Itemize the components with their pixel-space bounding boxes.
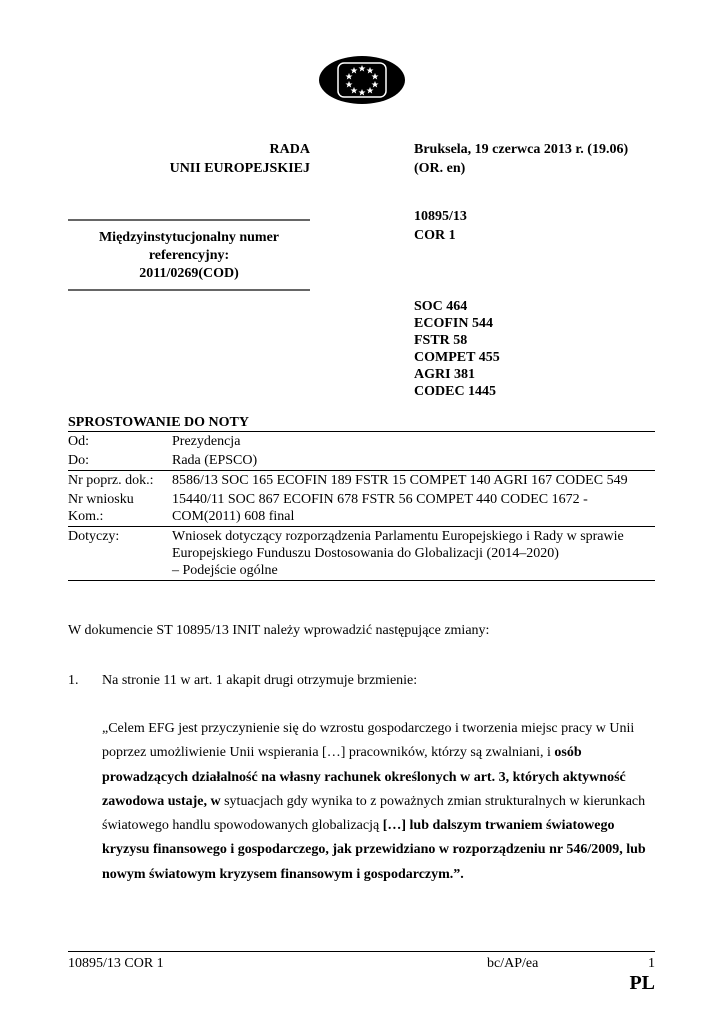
com-label-line1: Nr wniosku <box>68 492 134 507</box>
table-row <box>68 527 655 581</box>
code-item: FSTR 58 <box>414 333 468 348</box>
council-eu-logo-icon <box>318 55 406 105</box>
doc-cor: COR 1 <box>414 228 456 243</box>
from-label: Od: <box>68 432 172 452</box>
place-date-block <box>414 140 674 178</box>
quote-part: sytuacjach gdy wynika to z poważnych zmian strukturalnych w kierunkach światowego handlu spowodowanych globalizacją <box>102 793 646 834</box>
code-item: SOC 464 <box>414 299 468 314</box>
prev-doc-label: Nr poprz. dok.: <box>68 471 172 491</box>
amended-paragraph-quote <box>102 717 658 887</box>
document-heading: SPROSTOWANIE DO NOTY <box>68 415 250 430</box>
institution-line2: UNII EUROPEJSKIEJ <box>169 161 310 176</box>
intro-paragraph: W dokumencie ST 10895/13 INIT należy wprowadzić następujące zmiany: <box>68 623 490 638</box>
document-number <box>414 207 467 245</box>
subject-line3: – Podejście ogólne <box>172 563 278 578</box>
com-value-line2: COM(2011) 608 final <box>172 509 295 524</box>
institution-line1: RADA <box>269 142 310 157</box>
subject-label: Dotyczy: <box>68 527 172 581</box>
com-proposal-value <box>172 490 655 527</box>
quote-bold-part: […] lub dalszym trwaniem światowego kryzysu finansowego i gospodarczego, jak przewidziano w rozporządzeniu nr 546/2009, lub nowym światowym kryzysem finansowym i gospodarczym.”. <box>102 818 646 882</box>
to-label: Do: <box>68 453 89 468</box>
doc-number: 10895/13 <box>414 209 467 224</box>
com-value-line1: 15440/11 SOC 867 ECOFIN 678 FSTR 56 COMPET 440 CODEC 1672 - <box>172 492 588 507</box>
footer-doc-ref: 10895/13 COR 1 <box>68 956 164 971</box>
from-value: Prezydencja <box>172 432 655 452</box>
code-item: ECOFIN 544 <box>414 316 493 331</box>
subject-line2: Europejskiego Funduszu Dostosowania do Globalizacji (2014–2020) <box>172 546 559 561</box>
prev-doc-value: 8586/13 SOC 165 ECOFIN 189 FSTR 15 COMPET 140 AGRI 167 CODEC 549 <box>172 471 655 491</box>
table-row <box>68 490 655 527</box>
footer-divider <box>68 951 655 952</box>
to-value: Rada (EPSCO) <box>172 453 258 468</box>
table-row <box>68 471 655 491</box>
item-number: 1. <box>68 673 79 688</box>
quote-bold-part: osób prowadzących działalność na własny rachunek określonych w art. 3, których aktywność zawodowa ustaje, w <box>102 745 626 809</box>
footer-initials: bc/AP/ea <box>487 956 539 971</box>
code-item: AGRI 381 <box>414 367 476 382</box>
ref-value: 2011/0269(COD) <box>139 266 239 281</box>
institution-name <box>68 140 310 178</box>
ref-label-line2: referencyjny: <box>148 248 230 263</box>
com-proposal-label <box>68 490 172 527</box>
table-row <box>68 451 655 471</box>
quote-part: „Celem EFG jest przyczynienie się do wzrostu gospodarczego i tworzenia miejsc pracy w Unii poprzez umożliwienie Unii wspierania […] pracowników, którzy są zwalniani, i <box>102 721 635 761</box>
ref-label-line1: Międzyinstytucjonalny numer <box>98 230 280 245</box>
language-code: PL <box>629 972 655 994</box>
item-text: Na stronie 11 w art. 1 akapit drugi otrzymuje brzmienie: <box>102 673 418 688</box>
original-language: (OR. en) <box>414 161 466 176</box>
subject-line1: Wniosek dotyczący rozporządzenia Parlamentu Europejskiego i Rady w sprawie <box>172 529 624 544</box>
code-item: COMPET 455 <box>414 350 500 365</box>
table-row <box>68 432 655 452</box>
code-item: CODEC 1445 <box>414 384 497 399</box>
com-label-line2: Kom.: <box>68 509 104 524</box>
interinstitutional-ref-box <box>68 219 310 291</box>
place-date: Bruksela, 19 czerwca 2013 r. (19.06) <box>414 142 629 157</box>
classification-codes <box>414 298 500 400</box>
metadata-table <box>68 431 655 581</box>
subject-value <box>172 527 655 581</box>
page-number: 1 <box>648 956 655 971</box>
